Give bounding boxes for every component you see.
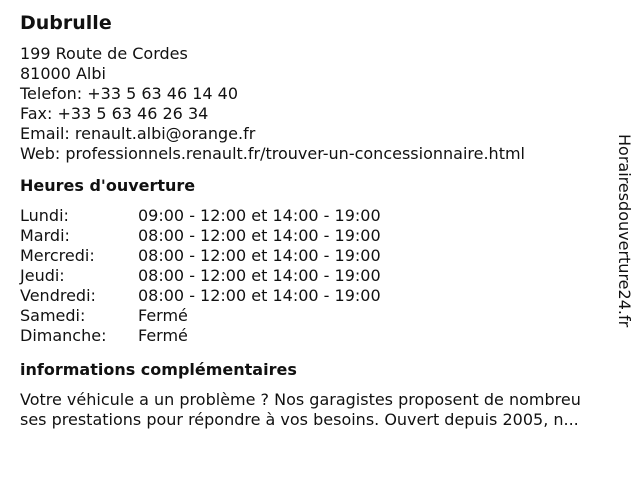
info-description [20, 390, 632, 430]
fax-text: Fax: +33 5 63 46 26 34 [20, 104, 209, 123]
info-line-1: Votre véhicule a un problème ? Nos garagistes proposent de nombreu [20, 390, 581, 409]
address-line-1: 199 Route de Cordes [20, 44, 188, 63]
email-text: Email: renault.albi@orange.fr [20, 124, 256, 143]
hours-row-saturday [20, 306, 620, 326]
day-hours: Fermé [138, 326, 188, 345]
site-watermark: Horairesdouverture24.fr [615, 134, 634, 328]
hours-row-thursday [20, 266, 620, 286]
day-hours: 08:00 - 12:00 et 14:00 - 19:00 [138, 286, 381, 305]
day-label: Dimanche: [20, 326, 107, 345]
info-line-2: ses prestations pour répondre à vos besoins. Ouvert depuis 2005, n... [20, 410, 579, 429]
phone-text: Telefon: +33 5 63 46 14 40 [20, 84, 239, 103]
contact-block [20, 44, 620, 164]
day-hours: 08:00 - 12:00 et 14:00 - 19:00 [138, 266, 381, 285]
day-label: Jeudi: [20, 266, 65, 285]
day-label: Mercredi: [20, 246, 95, 265]
day-hours: 09:00 - 12:00 et 14:00 - 19:00 [138, 206, 381, 225]
day-hours: 08:00 - 12:00 et 14:00 - 19:00 [138, 246, 381, 265]
day-label: Samedi: [20, 306, 86, 325]
web-text: Web: professionnels.renault.fr/trouver-un-concessionnaire.html [20, 144, 525, 163]
day-hours: 08:00 - 12:00 et 14:00 - 19:00 [138, 226, 381, 245]
hours-row-friday [20, 286, 620, 306]
hours-row-tuesday [20, 226, 620, 246]
hours-title: Heures d'ouverture [20, 176, 196, 195]
day-label: Mardi: [20, 226, 70, 245]
business-card [20, 10, 620, 430]
info-title: informations complémentaires [20, 360, 297, 379]
day-hours: Fermé [138, 306, 188, 325]
address-line-2: 81000 Albi [20, 64, 106, 83]
day-label: Lundi: [20, 206, 69, 225]
hours-row-sunday [20, 326, 620, 346]
business-name: Dubrulle [20, 12, 112, 34]
hours-row-wednesday [20, 246, 620, 266]
hours-row-monday [20, 206, 620, 226]
hours-list [20, 206, 620, 346]
day-label: Vendredi: [20, 286, 96, 305]
